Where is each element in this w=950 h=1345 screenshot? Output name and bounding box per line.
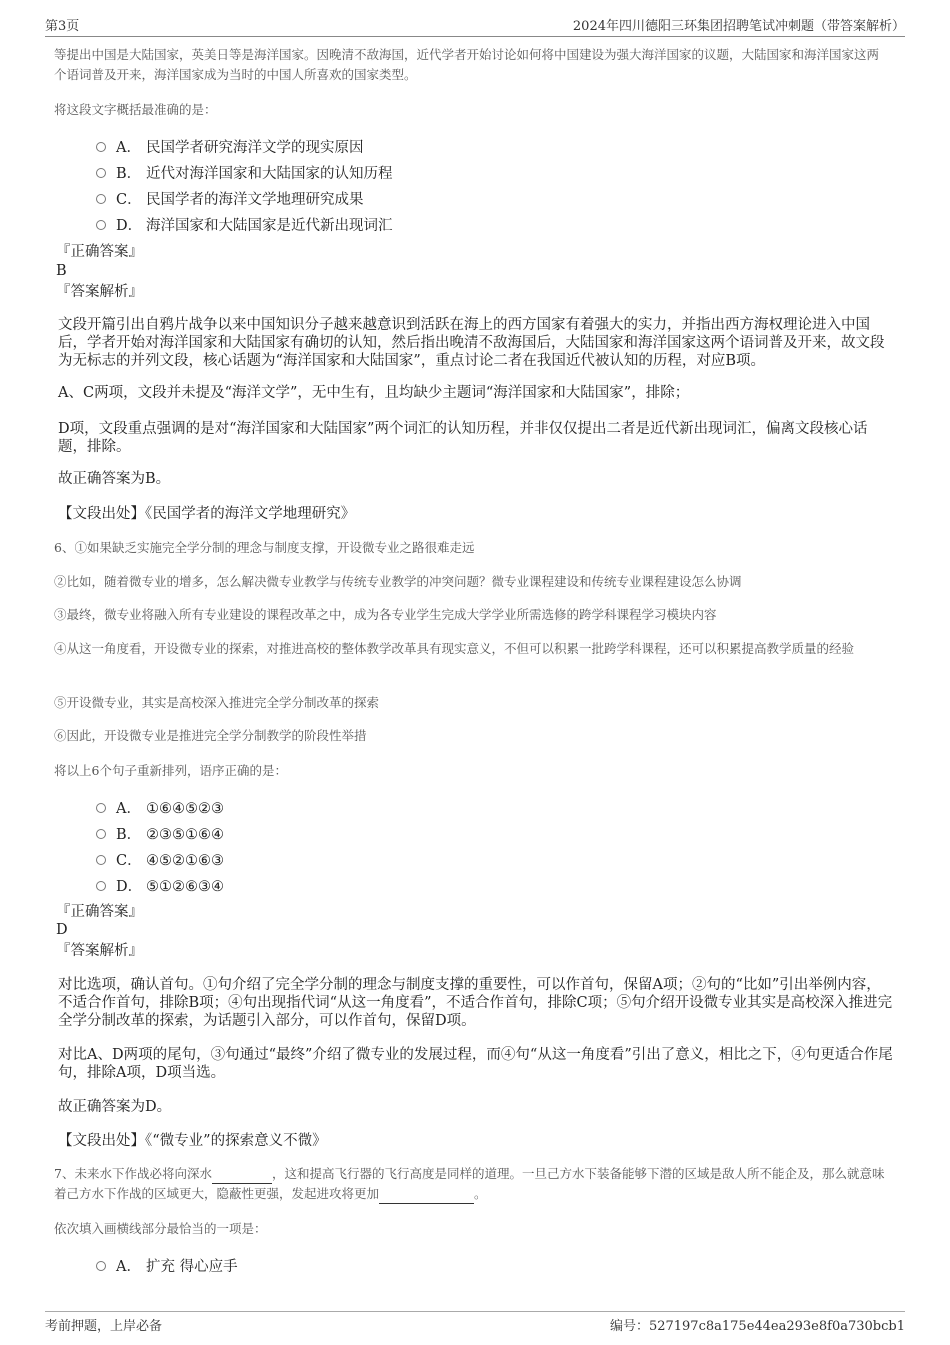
q6-option-c[interactable]: C． ④⑤②①⑥③ [96,849,224,870]
radio-icon[interactable] [96,194,106,204]
q7-option-a[interactable]: A． 扩充 得心应手 [96,1255,238,1276]
q5-analysis-3: D项，文段重点强调的是对“海洋国家和大陆国家”两个词汇的认知历程，并非仅仅提出二者是近代新出现词汇，偏离文段核心话题，排除。 [58,421,868,455]
q7-question: 依次填入画横线部分最恰当的一项是： [54,1221,267,1236]
radio-icon[interactable] [96,168,106,178]
q5-answer-label: 『正确答案』 [56,244,143,260]
q5-option-b[interactable]: B． 近代对海洋国家和大陆国家的认知历程 [96,162,393,183]
footer-doc-id: 编号：527197c8a175e44ea293e8f0a730bcb1 [609,1319,905,1334]
radio-icon[interactable] [96,803,106,813]
radio-icon[interactable] [96,142,106,152]
q5-question: 将这段文字概括最准确的是： [54,102,217,117]
q6-sentence-6: ⑥因此，开设微专业是推进完全学分制教学的阶段性举措 [54,728,367,743]
q6-analysis-label: 『答案解析』 [56,943,143,959]
q5-analysis-2: A、C两项，文段并未提及“海洋文学”，无中生有，且均缺少主题词“海洋国家和大陆国家”，排除； [58,385,690,401]
page-number: 第3页 [45,19,80,34]
fill-blank-1[interactable] [212,1169,272,1184]
page-footer [45,1311,905,1334]
q6-question: 将以上6个句子重新排列，语序正确的是： [54,763,287,778]
fill-blank-2[interactable] [379,1189,474,1204]
q6-sentence-2: ②比如，随着微专业的增多，怎么解决微专业教学与传统专业教学的冲突问题？微专业课程建设和传统专业课程建设怎么协调 [54,574,742,589]
q5-answer: B [56,263,67,279]
q6-analysis-2: 对比A、D两项的尾句，③句通过“最终”介绍了微专业的发展过程，而④句“从这一角度看”引出了意义，相比之下，④句更适合作尾句，排除A项，D项当选。 [58,1047,893,1081]
q5-option-c[interactable]: C． 民国学者的海洋文学地理研究成果 [96,188,364,209]
q6-answer: D [56,922,68,938]
radio-icon[interactable] [96,1261,106,1271]
q6-answer-label: 『正确答案』 [56,904,143,920]
radio-icon[interactable] [96,881,106,891]
q5-source: 【文段出处】《民国学者的海洋文学地理研究》 [58,506,356,522]
q6-analysis-3: 故正确答案为D。 [58,1099,172,1115]
q6-sentence-4: ④从这一角度看，开设微专业的探索，对推进高校的整体教学改革具有现实意义，不但可以积累一批跨学科课程，还可以积累提高教学质量的经验 [54,641,855,656]
footer-slogan: 考前押题，上岸必备 [45,1319,163,1334]
q6-option-b[interactable]: B． ②③⑤①⑥④ [96,823,224,844]
q6-sentence-3: ③最终，微专业将融入所有专业建设的课程改革之中，成为各专业学生完成大学学业所需选修的跨学科课程学习模块内容 [54,607,717,622]
q6-sentence-5: ⑤开设微专业，其实是高校深入推进完全学分制改革的探索 [54,695,380,710]
radio-icon[interactable] [96,829,106,839]
page-header [45,10,905,37]
q5-passage: 等提出中国是大陆国家，英美日等是海洋国家。因晚清不敌海国，近代学者开始讨论如何将中国建设为强大海洋国家的议题，大陆国家和海洋国家这两个语词普及开来，海洋国家成为当时的中国人所喜欢的国家类型。 [54,47,880,82]
q6-sentence-1: 6、①如果缺乏实施完全学分制的理念与制度支撑，开设微专业之路很难走远 [54,540,475,555]
q6-analysis-1: 对比选项，确认首句。①句介绍了完全学分制的理念与制度支撑的重要性，可以作首句，保留A项；②句的“比如”引出举例内容，不适合作首句，排除B项；④句出现指代词“从这一角度看”，不适合作首句，排除C项；⑤句介绍开设微专业其实是高校深入推进完全学分制改革的探索，为话题引入部分，可以作首句，保留D项。 [58,977,893,1029]
q5-option-a[interactable]: A． 民国学者研究海洋文学的现实原因 [96,136,364,157]
radio-icon[interactable] [96,855,106,865]
q5-analysis-4: 故正确答案为B。 [58,471,171,487]
q6-option-a[interactable]: A． ①⑥④⑤②③ [96,797,224,818]
q6-source: 【文段出处】《“微专业”的探索意义不微》 [58,1133,327,1149]
q6-option-d[interactable]: D． ⑤①②⑥③④ [96,875,224,896]
radio-icon[interactable] [96,220,106,230]
q5-analysis-1: 文段开篇引出自鸦片战争以来中国知识分子越来越意识到活跃在海上的西方国家有着强大的实力，并指出西方海权理论进入中国后，学者开始对海洋国家和大陆国家有确切的认知，然后指出晚清不敌海国后，大陆国家和海洋国家这两个语词普及开来，故文段为无标志的并列文段，核心话题为“海洋国家和大陆国家”，重点讨论二者在我国近代被认知的历程，对应B项。 [58,317,885,369]
q7-stem: 7、未来水下作战必将向深水 ，这和提高飞行器的飞行高度是同样的道理。一旦己方水下装备能够下潜的区域是敌人所不能企及，那么就意味着己方水下作战的区域更大，隐蔽性更强，发起进攻将更加 。 [54,1164,889,1204]
q5-option-d[interactable]: D． 海洋国家和大陆国家是近代新出现词汇 [96,214,393,235]
document-title: 2024年四川德阳三环集团招聘笔试冲刺题（带答案解析） [572,19,905,34]
q5-analysis-label: 『答案解析』 [56,284,143,300]
